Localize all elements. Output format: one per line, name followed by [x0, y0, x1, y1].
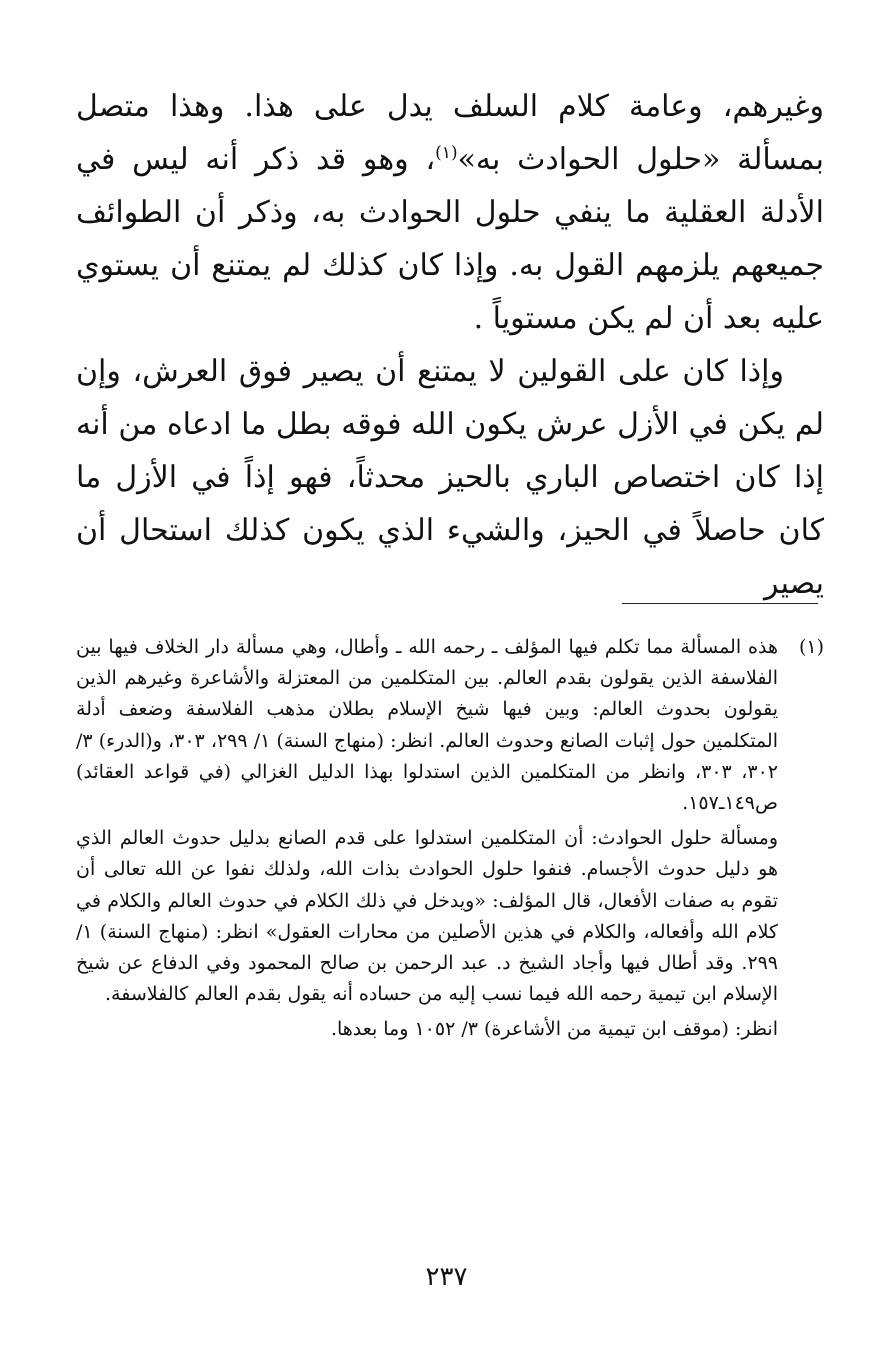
footnote-1	[76, 632, 824, 1046]
footnote-reference[interactable]: (١)	[435, 143, 458, 163]
paragraph-1-text-end: ، وهو قد ذكر أنه ليس في الأدلة العقلية ما ينفي حلول الحوادث به، وذكر أن الطوائف جميعهم يلزمهم القول به. وإذا كان كذلك لم يمتنع أن يستوي عليه بعد أن لم يكن مستوياً .	[76, 142, 824, 336]
paragraph-2: وإذا كان على القولين لا يمتنع أن يصير فوق العرش، وإن لم يكن في الأزل عرش يكون الله فوقه بطل ما ادعاه من أنه إذا كان اختصاص الباري بالحيز محدثاً، فهو إذاً في الأزل ما كان حاصلاً في الحيز، والشيء الذي يكون كذلك استحال أن يصير	[76, 354, 824, 601]
paragraph-1	[76, 80, 824, 345]
paragraph-1-text-start: وغيرهم، وعامة كلام السلف يدل على هذا. وهذا متصل بمسألة «حلول الحوادث به»	[76, 89, 824, 177]
footnote-number: (١)	[798, 636, 824, 658]
main-text	[76, 80, 824, 610]
page-number: ٢٣٧	[425, 1262, 468, 1292]
footnote-separator	[622, 603, 818, 604]
footnotes-section	[76, 632, 824, 1046]
footnote-paragraph: ومسألة حلول الحوادث: أن المتكلمين استدلوا على قدم الصانع بدليل حدوث العالم الذي هو دليل حدوث الأجسام. فنفوا حلول الحوادث بذات الله، ولذلك نفوا عن الله تعالى أن تقوم به صفات الأفعال، قال المؤلف: «ويدخل في ذلك الكلام في حدوث العالم والكلام في كلام الله وأفعاله، والكلام في هذين الأصلين من محارات العقول» انظر: (منهاج السنة) ١/ ٢٩٩. وقد أطال فيها وأجاد الشيخ د. عبد الرحمن بن صالح المحمود وفي الدفاع عن شيخ الإسلام ابن تيمية رحمه الله فيما نسب إليه من حساده أنه يقول بقدم العالم كالفلاسفة.	[76, 827, 778, 1006]
footnote-paragraph: انظر: (موقف ابن تيمية من الأشاعرة) ٣/ ١٠٥٢ وما بعدها.	[330, 1018, 778, 1041]
footnote-body	[76, 632, 778, 1046]
footnote-paragraph: هذه المسألة مما تكلم فيها المؤلف ـ رحمه الله ـ وأطال، وهي مسألة دار الخلاف فيها بين الفلاسفة الذين يقولون بقدم العالم. بين المتكلمين من المعتزلة والأشاعرة وغيرهم الذين يقولون بحدوث العالم: وبين فيها شيخ الإسلام بطلان مذهب الفلاسفة وضعف أدلة المتكلمين حول إثبات الصانع وحدوث العالم. انظر: (منهاج السنة) ١/ ٢٩٩، ٣٠٣، و(الدرء) ٣/ ٣٠٢، ٣٠٣، وانظر من المتكلمين الذين استدلوا بهذا الدليل الغزالي (في قواعد العقائد) ص١٤٩ـ١٥٧.	[76, 636, 779, 815]
